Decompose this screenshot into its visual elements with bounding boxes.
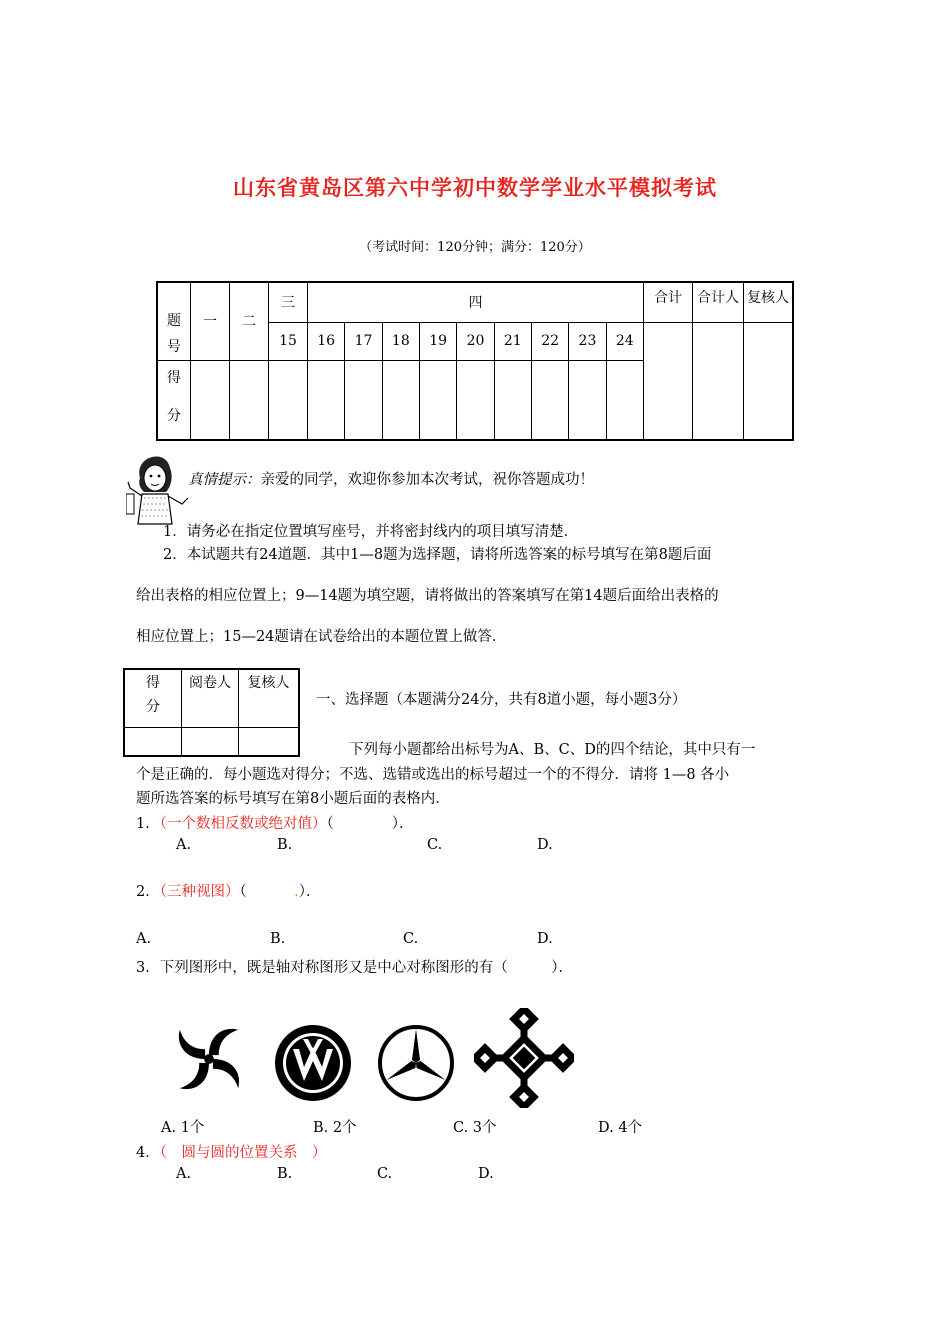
mercedes-logo-symbol <box>376 1023 456 1103</box>
col-3: 三 <box>269 282 308 322</box>
q1-option-a: A. <box>176 837 192 853</box>
num-cell: 20 <box>457 322 494 360</box>
row-label-bottom: 号 <box>167 338 181 355</box>
score-label-top: 得 <box>167 369 181 386</box>
col-reviewer: 复核人 <box>744 282 794 322</box>
section-1-intro-line-1: 下列每小题都给出标号为A、B、C、D的四个结论，其中只有一 <box>349 742 756 758</box>
reviewer-blank[interactable] <box>744 322 794 440</box>
num-cell: 15 <box>269 322 308 360</box>
col-1: 一 <box>191 282 230 360</box>
score-blank[interactable] <box>494 360 531 440</box>
col-total: 合计 <box>644 282 693 322</box>
score-blank[interactable] <box>606 360 643 440</box>
q4-number: 4． <box>136 1145 160 1161</box>
q4-option-a: A. <box>176 1166 192 1182</box>
score-blank[interactable] <box>308 360 345 440</box>
page-title: 山东省黄岛区第六中学初中数学学业水平模拟考试 <box>233 175 717 200</box>
question-3: 3．下列图形中，既是轴对称图形又是中心对称图形的有（ ）． <box>136 960 573 976</box>
q3-option-c: C. 3个 <box>453 1120 497 1136</box>
col-4: 四 <box>308 282 644 322</box>
score-table <box>156 281 794 441</box>
total-person-blank[interactable] <box>693 322 744 440</box>
num-cell: 19 <box>419 322 456 360</box>
q3-option-a: A. 1个 <box>161 1120 205 1136</box>
num-cell: 17 <box>345 322 382 360</box>
grader-reviewer-label: 复核人 <box>239 669 300 727</box>
num-cell: 18 <box>382 322 419 360</box>
num-cell: 21 <box>494 322 531 360</box>
tips-item-2-line-1: 2．本试题共有24道题．其中1—8题为选择题，请将所选答案的标号填写在第8题后面 <box>163 547 712 563</box>
grader-reader-label: 阅卷人 <box>182 669 239 727</box>
row-label-top: 题 <box>167 312 181 329</box>
tips-label: 真情提示： <box>188 472 261 488</box>
score-blank[interactable] <box>191 360 230 440</box>
total-blank[interactable] <box>644 322 693 440</box>
score-label-cell <box>157 360 191 440</box>
num-cell: 22 <box>531 322 568 360</box>
tips-item-2-line-3: 相应位置上；15—24题请在试卷给出的本题位置上做答． <box>136 629 507 645</box>
tips-greeting: 亲爱的同学，欢迎你参加本次考试，祝你答题成功！ <box>260 472 594 488</box>
section-1-intro-line-3: 题所选答案的标号填写在第8小题后面的表格内． <box>136 791 450 807</box>
pinwheel-symbol <box>170 1020 248 1098</box>
q2-dot: . <box>294 884 299 900</box>
score-blank[interactable] <box>269 360 308 440</box>
num-cell: 24 <box>606 322 643 360</box>
q2-option-b: B. <box>270 931 286 947</box>
question-1 <box>136 812 413 833</box>
grader-reviewer-blank[interactable] <box>239 727 300 756</box>
tips-item-1: 1．请务必在指定位置填写座号，并将密封线内的项目填写清楚． <box>163 524 579 540</box>
girl-illustration <box>126 448 192 530</box>
q4-option-d: D. <box>478 1166 494 1182</box>
score-blank[interactable] <box>569 360 606 440</box>
grader-reader-blank[interactable] <box>182 727 239 756</box>
vw-logo-symbol <box>273 1023 353 1103</box>
grader-score-label <box>124 669 182 727</box>
score-blank[interactable] <box>230 360 269 440</box>
q1-option-b: B. <box>277 837 293 853</box>
grader-table <box>123 668 300 757</box>
grader-score-top: 得 <box>146 675 160 691</box>
row-label-cell <box>157 282 191 360</box>
q4-topic: （ 圆与圆的位置关系 ） <box>159 1145 327 1161</box>
question-4 <box>136 1141 326 1162</box>
section-1-heading: 一、选择题（本题满分24分，共有8道小题，每小题3分） <box>316 692 687 708</box>
col-2: 二 <box>230 282 269 360</box>
exam-info: （考试时间：120分钟；满分：120分） <box>359 240 591 255</box>
score-blank[interactable] <box>345 360 382 440</box>
num-cell: 16 <box>308 322 345 360</box>
grader-score-blank[interactable] <box>124 727 182 756</box>
q4-option-b: B. <box>277 1166 293 1182</box>
grader-score-bottom: 分 <box>146 699 160 715</box>
cross-knot-symbol <box>474 1008 574 1108</box>
q1-option-d: D. <box>537 837 553 853</box>
score-blank[interactable] <box>419 360 456 440</box>
q3-option-b: B. 2个 <box>313 1120 357 1136</box>
q3-option-d: D. 4个 <box>598 1120 643 1136</box>
q1-number: 1． <box>136 816 160 832</box>
q1-blank: （ ）． <box>326 816 414 832</box>
col-total-person: 合计人 <box>693 282 744 322</box>
q2-number: 2． <box>136 884 160 900</box>
tips-item-2-line-2: 给出表格的相应位置上；9—14题为填空题，请将做出的答案填写在第14题后面给出表格的 <box>136 588 719 604</box>
num-cell: 23 <box>569 322 606 360</box>
q4-option-c: C. <box>377 1166 393 1182</box>
score-blank[interactable] <box>382 360 419 440</box>
q2-option-a: A. <box>136 931 152 947</box>
tips-line <box>188 468 594 489</box>
q2-option-c: C. <box>403 931 419 947</box>
q1-option-c: C. <box>427 837 443 853</box>
question-2 <box>136 880 320 901</box>
section-1-intro-line-2: 个是正确的．每小题选对得分；不选、选错或选出的标号超过一个的不得分．请将 1—8 各小 <box>136 767 730 783</box>
q2-option-d: D. <box>537 931 553 947</box>
q2-topic: （三种视图） <box>159 884 240 900</box>
score-blank[interactable] <box>457 360 494 440</box>
q2-blank-close: ）． <box>298 884 321 900</box>
score-label-bottom: 分 <box>167 407 181 424</box>
score-blank[interactable] <box>531 360 568 440</box>
q2-blank-open: （ <box>239 884 247 900</box>
q1-topic: （一个数相反数或绝对值） <box>159 816 327 832</box>
